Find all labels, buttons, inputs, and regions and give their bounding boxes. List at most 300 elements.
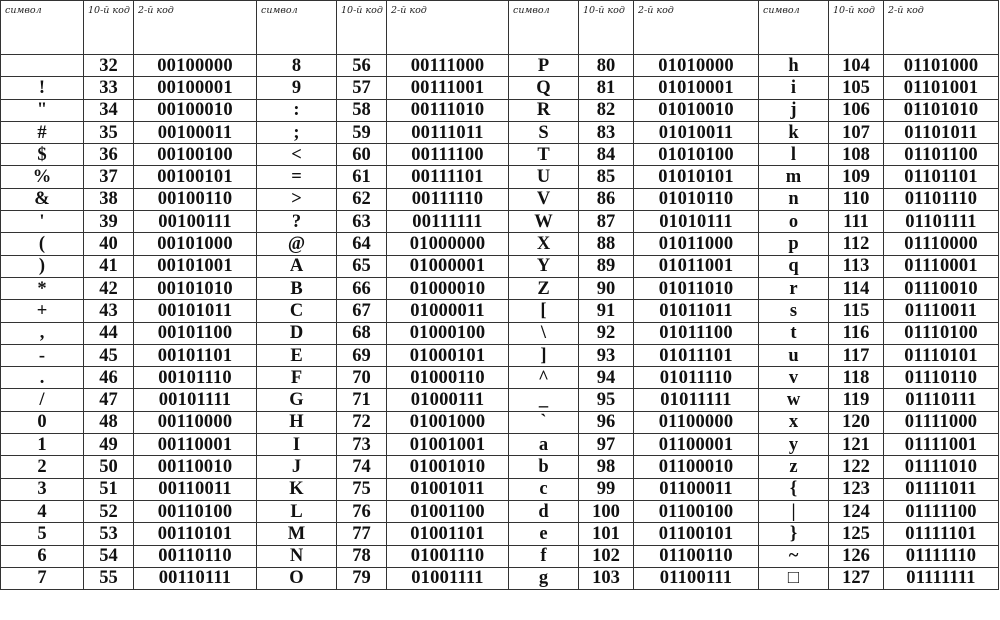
decimal-code-cell: 73 [337, 434, 387, 456]
table-row [1, 411, 999, 433]
decimal-code-cell: 34 [84, 99, 134, 121]
binary-code-cell: 00110000 [134, 411, 257, 433]
binary-code-cell: 01011010 [634, 277, 759, 299]
decimal-code-cell: 117 [829, 344, 884, 366]
symbol-cell: r [759, 277, 829, 299]
binary-code-cell: 01111111 [884, 567, 999, 589]
decimal-code-cell: 108 [829, 144, 884, 166]
decimal-code-cell: 42 [84, 277, 134, 299]
decimal-code-cell: 43 [84, 300, 134, 322]
binary-code-cell: 00101101 [134, 344, 257, 366]
binary-code-header: 2-й код [134, 1, 257, 55]
binary-code-cell: 01000111 [387, 389, 509, 411]
symbol-cell: Z [509, 277, 579, 299]
table-row [1, 255, 999, 277]
binary-code-cell: 00110111 [134, 567, 257, 589]
decimal-code-cell: 78 [337, 545, 387, 567]
decimal-code-cell: 62 [337, 188, 387, 210]
symbol-cell: 6 [1, 545, 84, 567]
binary-code-cell: 00101100 [134, 322, 257, 344]
binary-code-cell: 01110001 [884, 255, 999, 277]
decimal-code-cell: 57 [337, 77, 387, 99]
binary-code-cell: 01000010 [387, 277, 509, 299]
symbol-cell: m [759, 166, 829, 188]
decimal-code-cell: 64 [337, 233, 387, 255]
decimal-code-cell: 33 [84, 77, 134, 99]
symbol-cell: ; [257, 121, 337, 143]
decimal-code-cell: 126 [829, 545, 884, 567]
decimal-code-cell: 51 [84, 478, 134, 500]
binary-code-cell: 01011110 [634, 367, 759, 389]
symbol-cell: b [509, 456, 579, 478]
decimal-code-cell: 118 [829, 367, 884, 389]
binary-code-cell: 01011100 [634, 322, 759, 344]
decimal-code-cell: 103 [579, 567, 634, 589]
symbol-cell: □ [759, 567, 829, 589]
decimal-code-cell: 53 [84, 523, 134, 545]
table-row [1, 277, 999, 299]
binary-code-cell: 01011101 [634, 344, 759, 366]
symbol-cell: p [759, 233, 829, 255]
binary-code-cell: 01001011 [387, 478, 509, 500]
symbol-cell: { [759, 478, 829, 500]
symbol-cell: > [257, 188, 337, 210]
symbol-cell: d [509, 500, 579, 522]
decimal-code-cell: 50 [84, 456, 134, 478]
binary-code-cell: 00111010 [387, 99, 509, 121]
symbol-cell: U [509, 166, 579, 188]
symbol-cell: H [257, 411, 337, 433]
decimal-code-cell: 70 [337, 367, 387, 389]
symbol-cell: c [509, 478, 579, 500]
binary-code-header: 2-й код [387, 1, 509, 55]
symbol-cell: M [257, 523, 337, 545]
binary-code-cell: 00100110 [134, 188, 257, 210]
binary-code-cell: 01110111 [884, 389, 999, 411]
symbol-cell: l [759, 144, 829, 166]
symbol-cell: z [759, 456, 829, 478]
symbol-cell: " [1, 99, 84, 121]
binary-code-cell: 01101100 [884, 144, 999, 166]
binary-code-cell: 01001000 [387, 411, 509, 433]
symbol-cell: g [509, 567, 579, 589]
decimal-code-cell: 123 [829, 478, 884, 500]
decimal-code-cell: 59 [337, 121, 387, 143]
symbol-cell: ! [1, 77, 84, 99]
binary-code-cell: 00100111 [134, 211, 257, 233]
binary-code-cell: 01011000 [634, 233, 759, 255]
decimal-code-cell: 32 [84, 55, 134, 77]
symbol-cell: X [509, 233, 579, 255]
decimal-code-header: 10-й код [579, 1, 634, 55]
decimal-code-cell: 61 [337, 166, 387, 188]
symbol-header: символ [509, 1, 579, 55]
decimal-code-cell: 79 [337, 567, 387, 589]
binary-code-header: 2-й код [634, 1, 759, 55]
binary-code-cell: 01010010 [634, 99, 759, 121]
decimal-code-cell: 77 [337, 523, 387, 545]
decimal-code-header: 10-й код [84, 1, 134, 55]
binary-code-cell: 00110100 [134, 500, 257, 522]
binary-code-cell: 00100100 [134, 144, 257, 166]
symbol-cell: o [759, 211, 829, 233]
decimal-code-cell: 39 [84, 211, 134, 233]
binary-code-header: 2-й код [884, 1, 999, 55]
symbol-cell: E [257, 344, 337, 366]
symbol-header: символ [759, 1, 829, 55]
decimal-code-cell: 109 [829, 166, 884, 188]
decimal-code-cell: 36 [84, 144, 134, 166]
binary-code-cell: 01001111 [387, 567, 509, 589]
decimal-code-cell: 107 [829, 121, 884, 143]
table-row [1, 166, 999, 188]
decimal-code-cell: 90 [579, 277, 634, 299]
binary-code-cell: 01000100 [387, 322, 509, 344]
symbol-cell: Y [509, 255, 579, 277]
decimal-code-cell: 99 [579, 478, 634, 500]
binary-code-cell: 01001101 [387, 523, 509, 545]
decimal-code-cell: 49 [84, 434, 134, 456]
decimal-code-cell: 110 [829, 188, 884, 210]
binary-code-cell: 00100001 [134, 77, 257, 99]
table-row [1, 322, 999, 344]
decimal-code-cell: 91 [579, 300, 634, 322]
symbol-cell: ` [509, 411, 579, 433]
decimal-code-cell: 87 [579, 211, 634, 233]
binary-code-cell: 00111011 [387, 121, 509, 143]
decimal-code-cell: 97 [579, 434, 634, 456]
binary-code-cell: 01100101 [634, 523, 759, 545]
symbol-cell: P [509, 55, 579, 77]
binary-code-cell: 01011111 [634, 389, 759, 411]
symbol-cell: } [759, 523, 829, 545]
decimal-code-cell: 82 [579, 99, 634, 121]
decimal-code-cell: 69 [337, 344, 387, 366]
decimal-code-cell: 124 [829, 500, 884, 522]
decimal-code-cell: 56 [337, 55, 387, 77]
symbol-cell: ] [509, 344, 579, 366]
symbol-cell: u [759, 344, 829, 366]
decimal-code-cell: 119 [829, 389, 884, 411]
binary-code-cell: 01110000 [884, 233, 999, 255]
binary-code-cell: 00111101 [387, 166, 509, 188]
decimal-code-cell: 45 [84, 344, 134, 366]
decimal-code-cell: 111 [829, 211, 884, 233]
binary-code-cell: 01000101 [387, 344, 509, 366]
decimal-code-cell: 71 [337, 389, 387, 411]
binary-code-cell: 01101101 [884, 166, 999, 188]
symbol-cell: s [759, 300, 829, 322]
binary-code-cell: 01100111 [634, 567, 759, 589]
symbol-cell: . [1, 367, 84, 389]
symbol-cell: 9 [257, 77, 337, 99]
binary-code-cell: 00110101 [134, 523, 257, 545]
binary-code-cell: 01110110 [884, 367, 999, 389]
symbol-cell: v [759, 367, 829, 389]
binary-code-cell: 01010011 [634, 121, 759, 143]
symbol-cell: * [1, 277, 84, 299]
decimal-code-cell: 76 [337, 500, 387, 522]
decimal-code-cell: 104 [829, 55, 884, 77]
symbol-cell: 2 [1, 456, 84, 478]
decimal-code-cell: 83 [579, 121, 634, 143]
binary-code-cell: 01110100 [884, 322, 999, 344]
table-body [1, 55, 999, 590]
symbol-header: символ [1, 1, 84, 55]
decimal-code-cell: 67 [337, 300, 387, 322]
binary-code-cell: 01010111 [634, 211, 759, 233]
binary-code-cell: 00100010 [134, 99, 257, 121]
decimal-code-cell: 100 [579, 500, 634, 522]
decimal-code-cell: 46 [84, 367, 134, 389]
symbol-cell: : [257, 99, 337, 121]
symbol-cell: , [1, 322, 84, 344]
decimal-code-cell: 44 [84, 322, 134, 344]
binary-code-cell: 01111011 [884, 478, 999, 500]
symbol-cell: e [509, 523, 579, 545]
decimal-code-cell: 60 [337, 144, 387, 166]
binary-code-cell: 00111001 [387, 77, 509, 99]
symbol-cell: L [257, 500, 337, 522]
binary-code-cell: 01000001 [387, 255, 509, 277]
decimal-code-cell: 80 [579, 55, 634, 77]
decimal-code-cell: 93 [579, 344, 634, 366]
decimal-code-cell: 66 [337, 277, 387, 299]
symbol-cell: C [257, 300, 337, 322]
decimal-code-cell: 81 [579, 77, 634, 99]
binary-code-cell: 01010000 [634, 55, 759, 77]
decimal-code-cell: 98 [579, 456, 634, 478]
symbol-cell: ~ [759, 545, 829, 567]
decimal-code-cell: 68 [337, 322, 387, 344]
symbol-cell: | [759, 500, 829, 522]
table-row [1, 367, 999, 389]
symbol-cell: 5 [1, 523, 84, 545]
decimal-code-cell: 113 [829, 255, 884, 277]
decimal-code-cell: 41 [84, 255, 134, 277]
decimal-code-cell: 127 [829, 567, 884, 589]
table-row [1, 121, 999, 143]
decimal-code-cell: 115 [829, 300, 884, 322]
binary-code-cell: 00110001 [134, 434, 257, 456]
symbol-cell: f [509, 545, 579, 567]
decimal-code-cell: 125 [829, 523, 884, 545]
binary-code-cell: 01000000 [387, 233, 509, 255]
decimal-code-cell: 94 [579, 367, 634, 389]
decimal-code-cell: 75 [337, 478, 387, 500]
binary-code-cell: 01111001 [884, 434, 999, 456]
binary-code-cell: 01111110 [884, 545, 999, 567]
symbol-cell: 4 [1, 500, 84, 522]
decimal-code-cell: 37 [84, 166, 134, 188]
binary-code-cell: 01001001 [387, 434, 509, 456]
symbol-cell: = [257, 166, 337, 188]
binary-code-cell: 01100010 [634, 456, 759, 478]
symbol-cell: # [1, 121, 84, 143]
binary-code-cell: 00101010 [134, 277, 257, 299]
binary-code-cell: 01111000 [884, 411, 999, 433]
binary-code-cell: 01111100 [884, 500, 999, 522]
decimal-code-cell: 92 [579, 322, 634, 344]
table-row [1, 389, 999, 411]
table-row [1, 567, 999, 589]
decimal-code-cell: 121 [829, 434, 884, 456]
symbol-cell: _ [509, 389, 579, 411]
symbol-cell: w [759, 389, 829, 411]
symbol-cell: + [1, 300, 84, 322]
symbol-cell: 7 [1, 567, 84, 589]
binary-code-cell: 01110010 [884, 277, 999, 299]
binary-code-cell: 01000011 [387, 300, 509, 322]
decimal-code-cell: 84 [579, 144, 634, 166]
decimal-code-cell: 58 [337, 99, 387, 121]
binary-code-cell: 01101001 [884, 77, 999, 99]
symbol-cell: ( [1, 233, 84, 255]
binary-code-cell: 01001010 [387, 456, 509, 478]
table-row [1, 144, 999, 166]
decimal-code-cell: 106 [829, 99, 884, 121]
symbol-cell: A [257, 255, 337, 277]
decimal-code-cell: 122 [829, 456, 884, 478]
decimal-code-cell: 54 [84, 545, 134, 567]
symbol-cell: F [257, 367, 337, 389]
symbol-cell: J [257, 456, 337, 478]
table-row [1, 545, 999, 567]
table-row [1, 344, 999, 366]
table-row [1, 523, 999, 545]
decimal-code-cell: 35 [84, 121, 134, 143]
table-row [1, 500, 999, 522]
binary-code-cell: 01000110 [387, 367, 509, 389]
binary-code-cell: 00101011 [134, 300, 257, 322]
decimal-code-cell: 52 [84, 500, 134, 522]
symbol-cell: % [1, 166, 84, 188]
symbol-cell: 8 [257, 55, 337, 77]
decimal-code-cell: 38 [84, 188, 134, 210]
symbol-cell: ^ [509, 367, 579, 389]
table-row [1, 99, 999, 121]
binary-code-cell: 01011011 [634, 300, 759, 322]
binary-code-cell: 01010110 [634, 188, 759, 210]
symbol-cell: T [509, 144, 579, 166]
binary-code-cell: 00100101 [134, 166, 257, 188]
symbol-cell: k [759, 121, 829, 143]
symbol-cell: D [257, 322, 337, 344]
decimal-code-cell: 102 [579, 545, 634, 567]
binary-code-cell: 01111101 [884, 523, 999, 545]
decimal-code-cell: 105 [829, 77, 884, 99]
binary-code-cell: 01001110 [387, 545, 509, 567]
binary-code-cell: 01100100 [634, 500, 759, 522]
decimal-code-header: 10-й код [829, 1, 884, 55]
symbol-cell: 1 [1, 434, 84, 456]
binary-code-cell: 00101001 [134, 255, 257, 277]
binary-code-cell: 00110011 [134, 478, 257, 500]
binary-code-cell: 01110101 [884, 344, 999, 366]
binary-code-cell: 00111100 [387, 144, 509, 166]
decimal-code-cell: 101 [579, 523, 634, 545]
table-row [1, 55, 999, 77]
table-row [1, 211, 999, 233]
binary-code-cell: 00101000 [134, 233, 257, 255]
decimal-code-cell: 86 [579, 188, 634, 210]
symbol-cell: h [759, 55, 829, 77]
binary-code-cell: 01111010 [884, 456, 999, 478]
decimal-code-cell: 72 [337, 411, 387, 433]
binary-code-cell: 00110010 [134, 456, 257, 478]
symbol-cell: W [509, 211, 579, 233]
decimal-code-cell: 89 [579, 255, 634, 277]
binary-code-cell: 01010101 [634, 166, 759, 188]
decimal-code-cell: 95 [579, 389, 634, 411]
symbol-cell: 0 [1, 411, 84, 433]
decimal-code-cell: 116 [829, 322, 884, 344]
symbol-cell: x [759, 411, 829, 433]
decimal-code-cell: 55 [84, 567, 134, 589]
table-row [1, 478, 999, 500]
symbol-cell: S [509, 121, 579, 143]
binary-code-cell: 01100110 [634, 545, 759, 567]
symbol-cell: @ [257, 233, 337, 255]
decimal-code-cell: 48 [84, 411, 134, 433]
binary-code-cell: 00101110 [134, 367, 257, 389]
binary-code-cell: 01011001 [634, 255, 759, 277]
symbol-cell: I [257, 434, 337, 456]
table-row [1, 300, 999, 322]
symbol-cell: - [1, 344, 84, 366]
symbol-cell: \ [509, 322, 579, 344]
symbol-cell: < [257, 144, 337, 166]
binary-code-cell: 01010001 [634, 77, 759, 99]
binary-code-cell: 01100001 [634, 434, 759, 456]
binary-code-cell: 01101110 [884, 188, 999, 210]
symbol-cell: ) [1, 255, 84, 277]
symbol-cell: G [257, 389, 337, 411]
symbol-cell: V [509, 188, 579, 210]
decimal-code-cell: 40 [84, 233, 134, 255]
symbol-cell: a [509, 434, 579, 456]
binary-code-cell: 01101111 [884, 211, 999, 233]
binary-code-cell: 01101011 [884, 121, 999, 143]
table-row [1, 77, 999, 99]
decimal-code-cell: 47 [84, 389, 134, 411]
symbol-cell: [ [509, 300, 579, 322]
symbol-cell: ' [1, 211, 84, 233]
decimal-code-header: 10-й код [337, 1, 387, 55]
symbol-cell: K [257, 478, 337, 500]
table-row [1, 233, 999, 255]
symbol-cell: y [759, 434, 829, 456]
symbol-header: символ [257, 1, 337, 55]
table-header-row [1, 1, 999, 55]
decimal-code-cell: 85 [579, 166, 634, 188]
decimal-code-cell: 114 [829, 277, 884, 299]
symbol-cell: 3 [1, 478, 84, 500]
symbol-cell: / [1, 389, 84, 411]
symbol-cell: q [759, 255, 829, 277]
decimal-code-cell: 65 [337, 255, 387, 277]
symbol-cell: Q [509, 77, 579, 99]
binary-code-cell: 00111110 [387, 188, 509, 210]
decimal-code-cell: 63 [337, 211, 387, 233]
table-row [1, 188, 999, 210]
symbol-cell: O [257, 567, 337, 589]
binary-code-cell: 00110110 [134, 545, 257, 567]
binary-code-cell: 01001100 [387, 500, 509, 522]
symbol-cell [1, 55, 84, 77]
symbol-cell: n [759, 188, 829, 210]
decimal-code-cell: 96 [579, 411, 634, 433]
